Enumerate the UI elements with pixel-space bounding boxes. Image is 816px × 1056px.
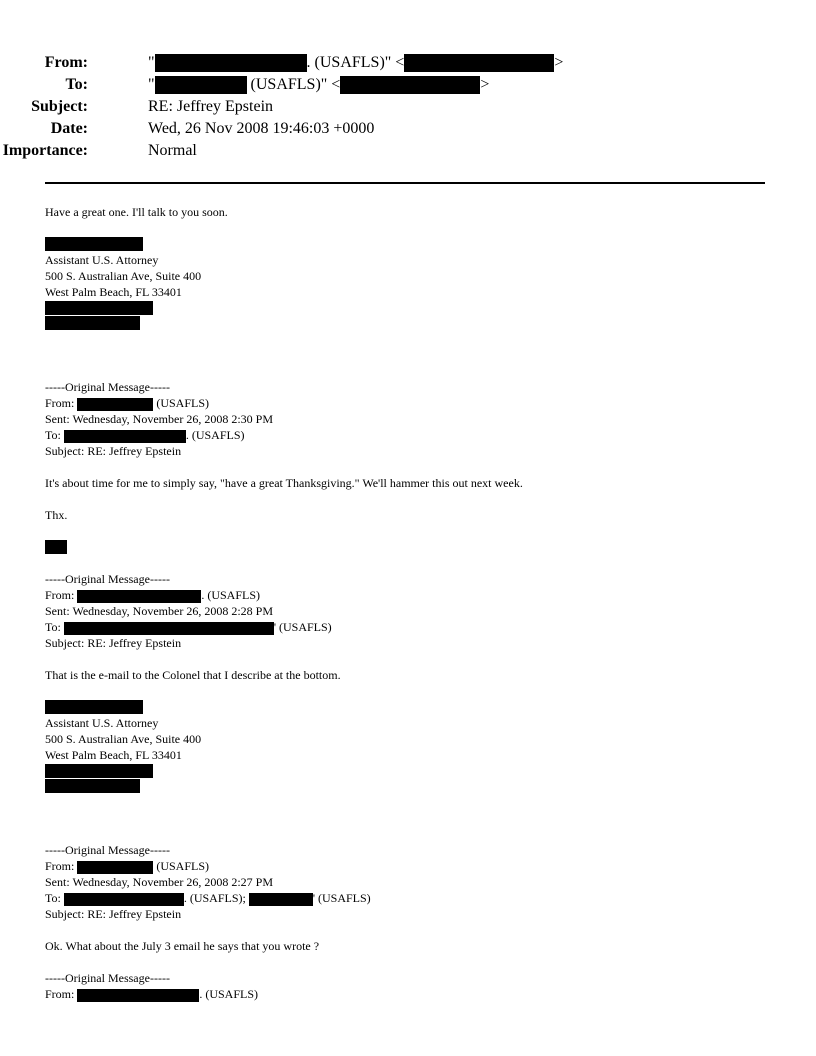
quoted-from: From: . (USAFLS) [45,987,259,1001]
subject-label: Subject: [31,98,88,115]
redaction [45,237,143,251]
from-label: From: [44,54,88,71]
original-message-divider: -----Original Message----- [45,380,170,394]
redaction [77,861,153,874]
importance-value: Normal [148,142,197,159]
message-text: Ok. What about the July 3 email he says that you wrote ? [45,939,320,953]
subject-value: RE: Jeffrey Epstein [148,98,274,115]
message-text: Thx. [45,508,68,522]
email-body [45,204,785,1002]
redaction [404,54,554,72]
original-message-divider: -----Original Message----- [45,843,170,857]
redaction [64,622,274,635]
signature-city: West Palm Beach, FL 33401 [45,748,182,762]
header-divider [45,182,765,184]
signature-title: Assistant U.S. Attorney [45,716,159,730]
redaction [45,301,153,315]
date-label: Date: [50,120,88,137]
redaction [155,76,247,94]
signature-city: West Palm Beach, FL 33401 [45,285,182,299]
redaction [64,430,186,443]
quoted-to: To: ' (USAFLS) [45,620,332,634]
redaction [77,989,199,1002]
quoted-from: From: (USAFLS) [45,396,210,410]
redaction [45,779,140,793]
quoted-subject: Subject: RE: Jeffrey Epstein [45,444,182,458]
signature-title: Assistant U.S. Attorney [45,253,159,267]
message-text: Have a great one. I'll talk to you soon. [45,205,228,219]
redaction [77,590,201,603]
quoted-to: To: . (USAFLS); ' (USAFLS) [45,891,371,905]
quoted-sent: Sent: Wednesday, November 26, 2008 2:27 PM [45,875,274,889]
signature-address: 500 S. Australian Ave, Suite 400 [45,732,202,746]
quoted-subject: Subject: RE: Jeffrey Epstein [45,636,182,650]
redaction [340,76,480,94]
importance-label: Importance: [2,142,88,159]
signature-address: 500 S. Australian Ave, Suite 400 [45,269,202,283]
quoted-from: From: (USAFLS) [45,859,210,873]
to-value: " (USAFLS)" < > [148,76,490,93]
quoted-from: From: . (USAFLS) [45,588,261,602]
redaction [64,893,184,906]
quoted-sent: Sent: Wednesday, November 26, 2008 2:28 PM [45,604,274,618]
redaction [155,54,307,72]
redaction [45,540,67,554]
quoted-to: To: . (USAFLS) [45,428,245,442]
to-label: To: [65,76,88,93]
original-message-divider: -----Original Message----- [45,572,170,586]
quoted-sent: Sent: Wednesday, November 26, 2008 2:30 PM [45,412,274,426]
original-message-divider: -----Original Message----- [45,971,170,985]
from-value: " . (USAFLS)" < > [148,54,564,71]
redaction [77,398,153,411]
date-value: Wed, 26 Nov 2008 19:46:03 +0000 [148,120,375,137]
redaction [249,893,313,906]
redaction [45,764,153,778]
redaction [45,316,140,330]
message-text: It's about time for me to simply say, "have a great Thanksgiving." We'll hammer this out next week. [45,476,523,490]
redaction [45,700,143,714]
quoted-subject: Subject: RE: Jeffrey Epstein [45,907,182,921]
message-text: That is the e-mail to the Colonel that I describe at the bottom. [45,668,341,682]
